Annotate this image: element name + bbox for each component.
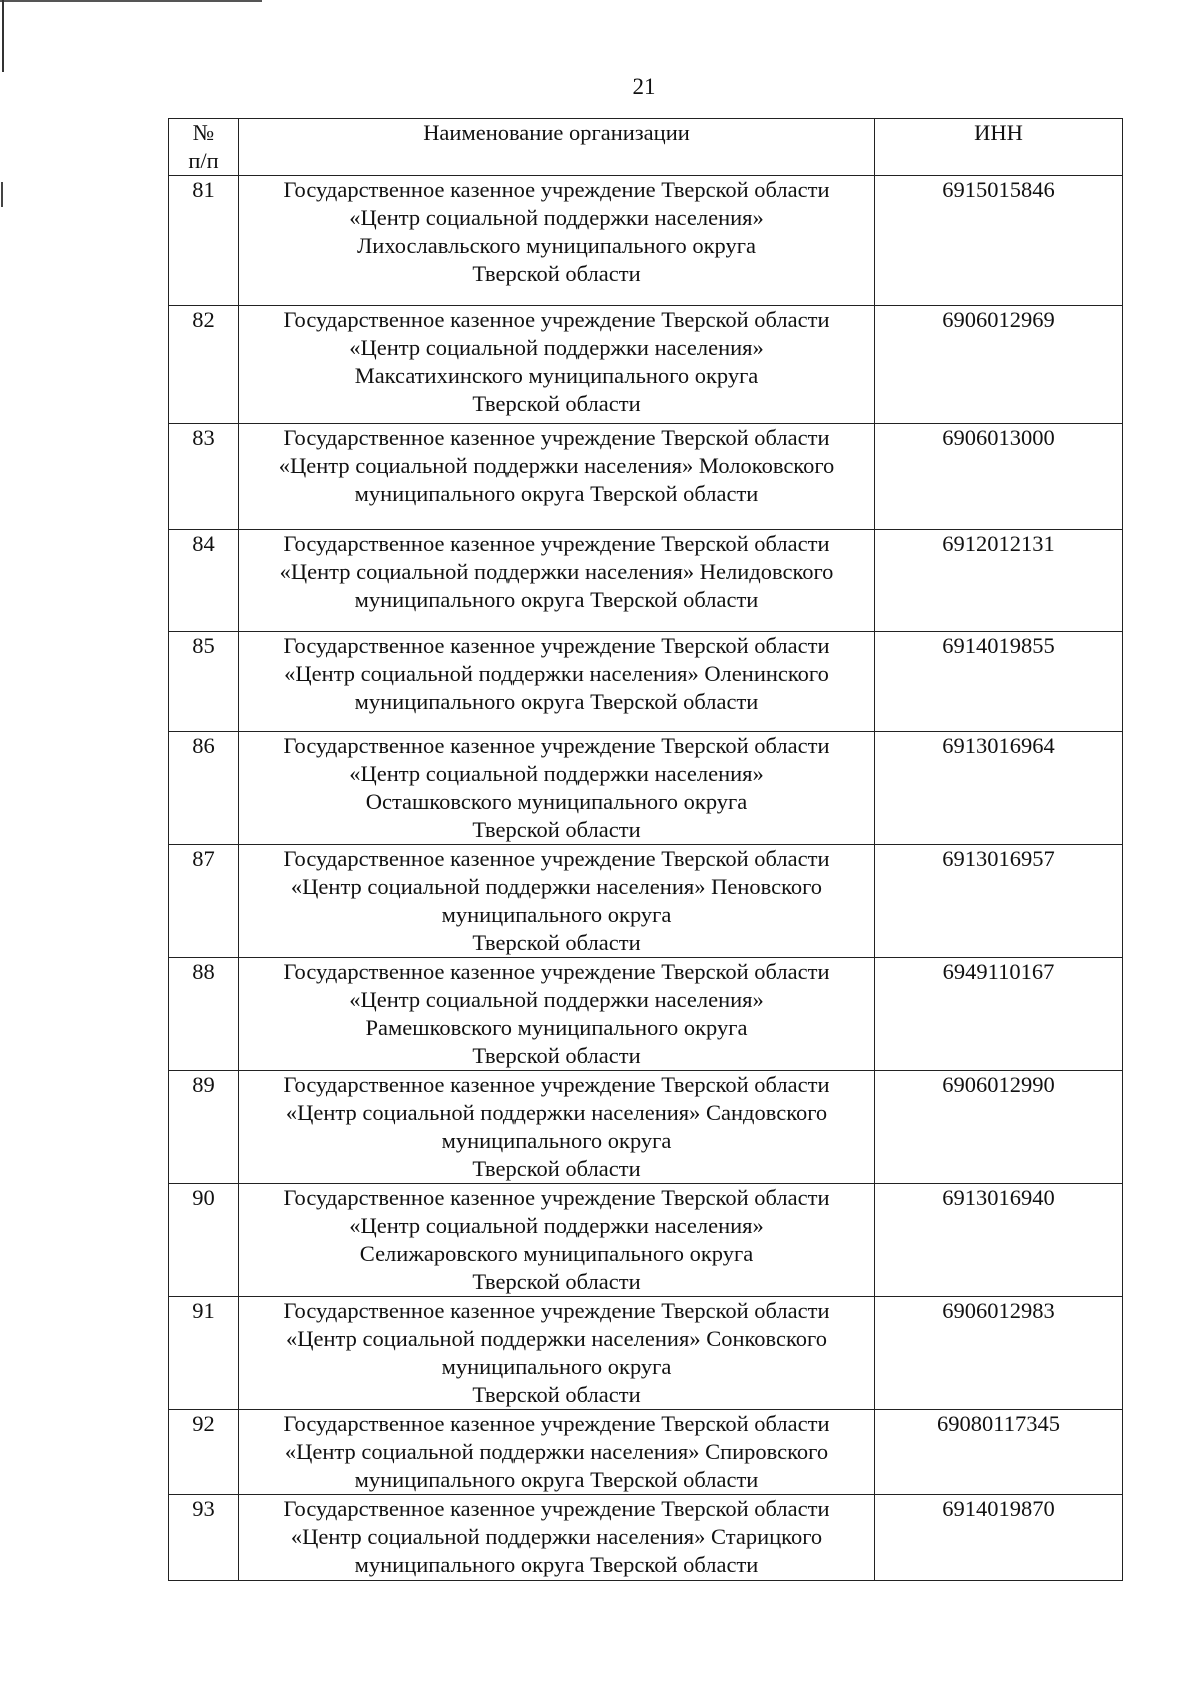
organization-name — [239, 1297, 875, 1410]
organization-name — [239, 176, 875, 306]
row-number: 86 — [169, 732, 239, 845]
organization-name-line: Государственное казенное учреждение Тверской области — [283, 846, 830, 871]
organization-name — [239, 1071, 875, 1184]
organization-name-line: Государственное казенное учреждение Тверской области — [283, 1185, 830, 1210]
inn-value: 6915015846 — [875, 176, 1123, 306]
organization-name-line: Государственное казенное учреждение Тверской области — [283, 177, 830, 202]
row-number: 87 — [169, 845, 239, 958]
organization-name — [239, 732, 875, 845]
organization-name-line: Тверской области — [472, 1043, 641, 1068]
table-row — [169, 176, 1123, 306]
organization-name-line: Государственное казенное учреждение Тверской области — [283, 531, 830, 556]
organization-name-line: муниципального округа Тверской области — [354, 1552, 759, 1577]
table-row — [169, 1071, 1123, 1184]
organizations-table — [168, 118, 1123, 1581]
row-number: 81 — [169, 176, 239, 306]
organization-name-line: Селижаровского муниципального округа — [359, 1241, 754, 1266]
organization-name — [239, 1495, 875, 1581]
row-number: 84 — [169, 530, 239, 632]
organization-name — [239, 424, 875, 530]
header-number-abbr: п/п — [188, 148, 219, 173]
organization-name — [239, 1184, 875, 1297]
inn-value: 69080117345 — [875, 1410, 1123, 1495]
table-row — [169, 958, 1123, 1071]
inn-value: 6906012969 — [875, 306, 1123, 424]
organization-name — [239, 306, 875, 424]
table-row — [169, 1410, 1123, 1495]
organization-name-line: Рамешковского муниципального округа — [365, 1015, 748, 1040]
organization-name-line: «Центр социальной поддержки населения» Спировского — [284, 1439, 829, 1464]
organization-name-line: муниципального округа — [441, 902, 672, 927]
inn-value: 6913016940 — [875, 1184, 1123, 1297]
organization-name — [239, 958, 875, 1071]
organization-name-line: Тверской области — [472, 817, 641, 842]
organization-name-line: Лихославльского муниципального округа — [357, 233, 756, 258]
table-row — [169, 1495, 1123, 1581]
organization-name-line: Государственное казенное учреждение Тверской области — [283, 1072, 830, 1097]
inn-value: 6914019855 — [875, 632, 1123, 732]
organization-name-line: Государственное казенное учреждение Тверской области — [283, 733, 830, 758]
inn-value: 6906013000 — [875, 424, 1123, 530]
row-number: 90 — [169, 1184, 239, 1297]
organization-name-line: «Центр социальной поддержки населения» — [349, 335, 764, 360]
table-header-row — [169, 119, 1123, 176]
organization-name-line: Государственное казенное учреждение Тверской области — [283, 959, 830, 984]
page-number: 21 — [632, 74, 656, 99]
organization-name-line: «Центр социальной поддержки населения» Молоковского — [278, 453, 835, 478]
organization-name — [239, 530, 875, 632]
organization-name-line: «Центр социальной поддержки населения» — [349, 761, 764, 786]
table-row — [169, 306, 1123, 424]
organization-name-line: муниципального округа Тверской области — [354, 587, 759, 612]
inn-value: 6906012990 — [875, 1071, 1123, 1184]
row-number: 92 — [169, 1410, 239, 1495]
organization-name — [239, 632, 875, 732]
table-body — [169, 176, 1123, 1581]
organization-name-line: Тверской области — [472, 1382, 641, 1407]
organization-name-line: «Центр социальной поддержки населения» Нелидовского — [279, 559, 834, 584]
scan-edge-top — [0, 0, 262, 2]
organization-name-line: Государственное казенное учреждение Тверской области — [283, 1496, 830, 1521]
inn-value: 6914019870 — [875, 1495, 1123, 1581]
organization-name-line: «Центр социальной поддержки населения» — [349, 987, 764, 1012]
table-row — [169, 1297, 1123, 1410]
organization-name-line: Государственное казенное учреждение Тверской области — [283, 425, 830, 450]
table-row — [169, 845, 1123, 958]
row-number: 93 — [169, 1495, 239, 1581]
organization-name-line: муниципального округа — [441, 1128, 672, 1153]
row-number: 83 — [169, 424, 239, 530]
inn-value: 6949110167 — [875, 958, 1123, 1071]
organization-name-line: «Центр социальной поддержки населения» — [349, 1213, 764, 1238]
table-row — [169, 424, 1123, 530]
header-number-symbol: № — [192, 120, 215, 145]
organization-name-line: Государственное казенное учреждение Тверской области — [283, 307, 830, 332]
organization-name-line: муниципального округа — [441, 1354, 672, 1379]
organization-name-line: «Центр социальной поддержки населения» Сандовского — [285, 1100, 828, 1125]
organization-name-line: Тверской области — [472, 1269, 641, 1294]
scan-edge-left — [2, 0, 4, 72]
inn-value: 6913016964 — [875, 732, 1123, 845]
organization-name — [239, 845, 875, 958]
row-number: 91 — [169, 1297, 239, 1410]
organization-name-line: «Центр социальной поддержки населения» Пеновского — [290, 874, 823, 899]
inn-value: 6906012983 — [875, 1297, 1123, 1410]
row-number: 82 — [169, 306, 239, 424]
table-row — [169, 1184, 1123, 1297]
organization-name — [239, 1410, 875, 1495]
scan-edge-left-mark — [1, 182, 3, 207]
organization-name-line: Государственное казенное учреждение Тверской области — [283, 1411, 830, 1436]
header-inn: ИНН — [875, 119, 1123, 176]
organization-name-line: Государственное казенное учреждение Тверской области — [283, 1298, 830, 1323]
organization-name-line: Тверской области — [472, 261, 641, 286]
organization-name-line: «Центр социальной поддержки населения» Оленинского — [284, 661, 829, 686]
organization-name-line: муниципального округа Тверской области — [354, 689, 759, 714]
organization-name-line: «Центр социальной поддержки населения» Старицкого — [290, 1524, 823, 1549]
organization-name-line: Тверской области — [472, 930, 641, 955]
table-row — [169, 732, 1123, 845]
organization-name-line: «Центр социальной поддержки населения» Сонковского — [286, 1326, 827, 1351]
inn-value: 6913016957 — [875, 845, 1123, 958]
organization-name-line: Тверской области — [472, 1156, 641, 1181]
organization-name-line: «Центр социальной поддержки населения» — [349, 205, 764, 230]
organization-name-line: Осташковского муниципального округа — [365, 789, 748, 814]
inn-value: 6912012131 — [875, 530, 1123, 632]
organization-name-line: муниципального округа Тверской области — [354, 481, 759, 506]
header-organization-name: Наименование организации — [239, 119, 875, 176]
organization-name-line: муниципального округа Тверской области — [354, 1467, 759, 1492]
organization-name-line: Максатихинского муниципального округа — [354, 363, 759, 388]
table-row — [169, 632, 1123, 732]
row-number: 89 — [169, 1071, 239, 1184]
row-number: 88 — [169, 958, 239, 1071]
row-number: 85 — [169, 632, 239, 732]
organization-name-line: Государственное казенное учреждение Тверской области — [283, 633, 830, 658]
table-row — [169, 530, 1123, 632]
organization-name-line: Тверской области — [472, 391, 641, 416]
header-number — [169, 119, 239, 176]
